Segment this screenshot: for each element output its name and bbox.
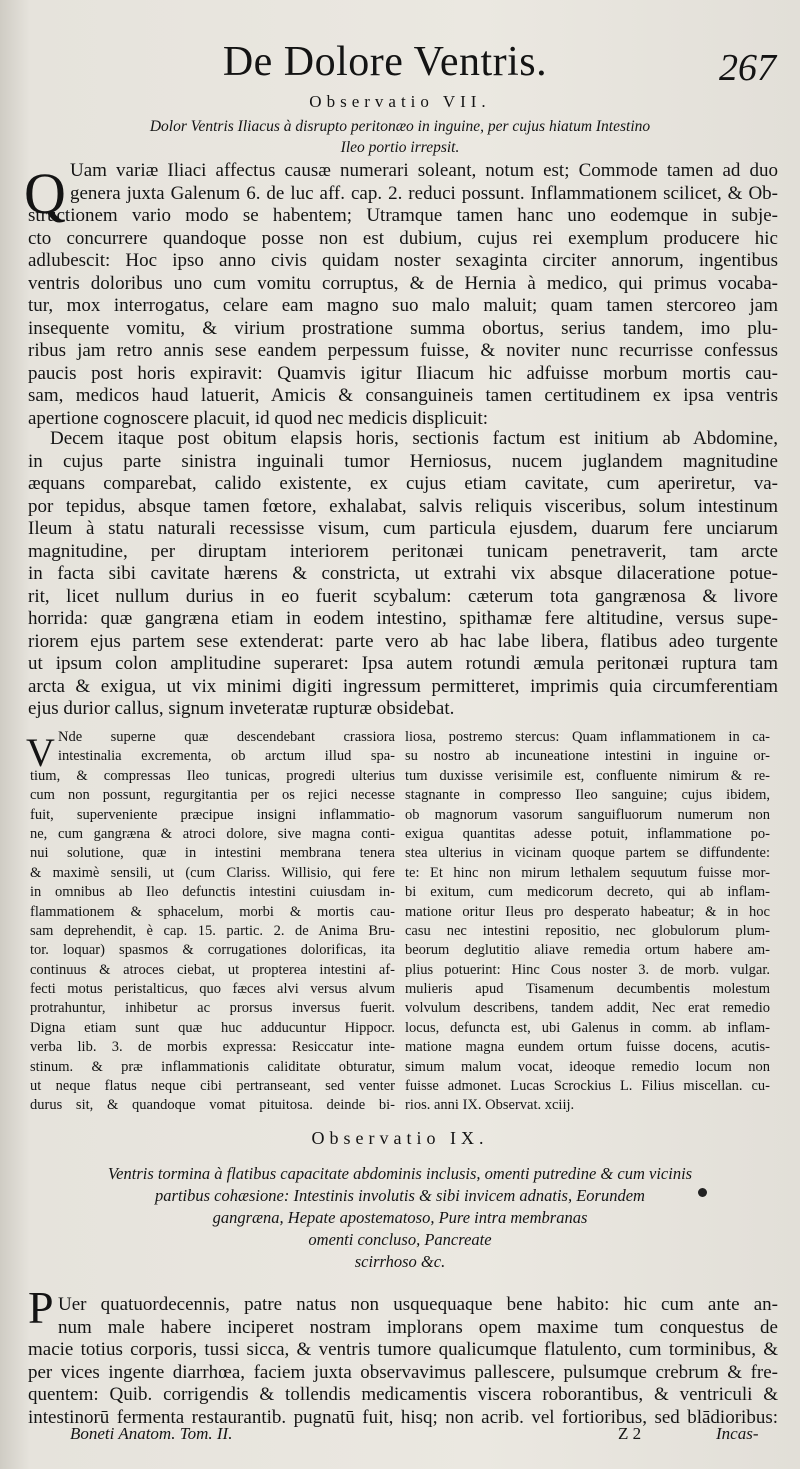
column-line: sam deprehendit, è cap. 15. partic. 2. de Anima Bru- (30, 922, 395, 939)
column-line: continuus & atroces ciebat, ut propterea intestini af- (30, 961, 395, 978)
column-line: durus sit, & quandoque vomat pituitosa. deinde bi- (30, 1097, 395, 1114)
text-line: num male habere inciperet nostram implorans opem maxime tum conquestus de (58, 1316, 778, 1338)
column-line: liosa, postremo stercus: Quam inflammationem in ca- (405, 729, 770, 745)
column-line: stagnante in compresso Ileo sanguine; cujus ibidem, (405, 787, 770, 804)
observation-vii-title (40, 116, 760, 158)
column-line: tium, & compressas Ileo tunicas, progredi ulterius (30, 767, 395, 784)
page-header (0, 38, 800, 88)
page-footer (0, 1424, 800, 1454)
column-line: volvulum describens, tandem addit, Nec erat remedio (405, 1000, 770, 1017)
column-line: in omnibus ab Ileo defunctis intestini cuiusdam in- (30, 884, 395, 901)
page-number: 267 (719, 47, 776, 89)
column-line: te: Et hinc non mirum lethalem sequutum fuisse mor- (405, 864, 770, 881)
column-line: & maximè sensili, ut (cum Clariss. Willisio, qui fere (30, 864, 395, 881)
column-line: intestinalia excrementa, ob arctum illud spa- (58, 748, 395, 765)
column-line: Digna etiam sunt quæ huc adducuntur Hippocr. (30, 1019, 395, 1036)
catchword: Incas- (716, 1424, 759, 1443)
ink-dot (698, 1188, 707, 1197)
column-line: rios. anni IX. Observat. xciij. (405, 1097, 575, 1114)
text-line: ut ipsum colon amplitudine superaret: Ipsa autem rotundi æmula peritonæi ruptura tam (28, 653, 778, 674)
text-line: ribus jam retro annis sese eandem perpessum fuisse, & noviter nunc recurrisse confessus (28, 340, 778, 361)
column-line: matione magna eundem ortum fuisse docens, acutis- (405, 1039, 770, 1056)
text-line: apertione cognoscere placuit, id quod nec medicis displicuit: (28, 407, 489, 429)
title-line: partibus cohæsione: Intestinis involutis & sibi invicem adnatis, Eorundem (155, 1186, 645, 1205)
text-line: quentem: Quib. corrigendis & tollendis medicamentis viscera roborantibus, & ventriculi & (28, 1384, 778, 1405)
obs-vii-paragraph-1 (28, 160, 778, 430)
title-line: omenti concluso, Pancreate (308, 1230, 492, 1249)
text-line: Uer quatuordecennis, patre natus non usquequaque bene habito: hic cum ante an- (58, 1294, 778, 1315)
column-line: mulieris apud Tisamenum decumbentis molestum (405, 981, 770, 998)
column-line: ut neque flatus neque cibi pertranseant, sed venter (30, 1078, 395, 1095)
text-line: structionem vario modo se habentem; Utramque tamen hanc uno eodemque in subje- (28, 205, 778, 226)
signature-mark: Z 2 (618, 1424, 642, 1443)
observation-ix-heading: Observatio IX. (311, 1128, 489, 1148)
title-line: gangræna, Hepate apostematoso, Pure intra membranas (212, 1208, 588, 1227)
text-line: Uam variæ Iliaci affectus causæ numerari soleant, notum est; Commode tamen ad duo (70, 160, 778, 181)
column-line: simum malum vocat, ideoque remedio locum non (405, 1058, 770, 1075)
column-line: protrahuntur, inhibetur ac prorsus inversus fuerit. (30, 1000, 395, 1017)
observation-ix-title (40, 1163, 760, 1273)
title-line: Ventris tormina à flatibus capacitate abdominis inclusis, omenti putredine & cum vicinis (107, 1164, 693, 1183)
text-line: cto concurrere quandoque posse non est dubium, cujus rei exemplum producere hic (28, 227, 778, 249)
text-line: intestinorū fermenta restaurantib. pugnatū fuit, hisq; non acrib. vel fortioribus, sed blādioribus: (28, 1406, 778, 1428)
text-line: riorem ejus partem sese extenderat: parte vero ab hac labe libera, flatibus adeo turgente (28, 630, 778, 652)
column-line: fecti motus peristalticus, quo fæces alvi versus alvum (30, 981, 395, 998)
column-line: su nostro ab incuneatione intestini in inguine or- (405, 748, 770, 765)
column-line: verba lib. 3. de morbis expressa: Resiccatur inte- (30, 1039, 395, 1056)
text-line: Ileum à statu naturali recessisse visum, cum particula ejusdem, duarum fere unciarum (28, 518, 778, 539)
text-line: per vices ingente diarrhœa, faciem juxta observavimus pallescere, pulsumque crebrum & fre- (28, 1361, 778, 1383)
footer-title: Boneti Anatom. Tom. II. (70, 1424, 233, 1443)
text-line: tur, mox interrogatus, celare eam magno suo malo maluit; quam tamen stercoreo jam (28, 295, 778, 316)
text-line: ventris doloribus uno cum vomitu corruptus, & de Hernia à medico, qui primus vocaba- (28, 272, 778, 294)
text-line: æquans comparebat, calido existente, ex cujus etiam cavitate, cum aperiretur, va- (28, 473, 778, 494)
column-line: tor. loquar) spasmos & corrugationes dolorificas, ita (30, 942, 395, 959)
column-line: cum non possunt, regurgitantia per os rejici necesse (30, 787, 395, 804)
column-line: bi exitum, cum medicorum decreto, qui ab inflam- (405, 884, 770, 901)
text-line: macie totius corporis, tussi sicca, & ventris tumore qualicumque flatulento, cum torminibus, & (28, 1339, 778, 1360)
column-line: Nde superne quæ descendebant crassiora (58, 729, 395, 745)
text-line: in facta sibi cavitate hærens & constricta, ut extrahi vix absque dilaceratione potue- (28, 563, 778, 584)
column-line: exigua quantitas adesse potuit, inflammatione po- (405, 825, 770, 842)
title-line: Ileo portio irrepsit. (340, 139, 460, 156)
column-line: fuit, superveniente præcipue insigni inflammatio- (30, 806, 395, 823)
text-line: arcta & exigua, ut vix minimi digiti ingressum permitteret, imprimis quia circumferentiam (28, 675, 778, 697)
text-line: sam, medicos haud latuerit, Amicis & consanguineis tamen certitudinem ex ipsa ventris (28, 385, 778, 406)
right-column (405, 728, 770, 1116)
dropcap-q: Q (24, 161, 66, 226)
running-title: De Dolore Ventris. (222, 39, 548, 85)
text-line: adlubescit: Hoc ipso anno civis quidam noster sexaginta circiter annorum, ingentibus (28, 250, 778, 271)
column-line: matione oritur Ileus pro desperato habeatur; & in hoc (405, 903, 770, 920)
column-line: locus, defuncta est, ubi Galenus in comm. ab inflam- (405, 1019, 770, 1036)
left-column (30, 728, 395, 1116)
column-line: flammationem & sphacelum, morbi & mortis cau- (30, 903, 395, 920)
column-line: nui solutione, quæ in intestini membrana tenera (30, 845, 395, 862)
text-line: paucis post horis expiravit: Quamvis igitur Iliacum hic adfuisse morbum mortis cau- (28, 362, 778, 384)
column-line: casu nec intestini repositio, nec globulorum plum- (405, 922, 770, 939)
column-line: beorum deglutitio aliave remedia ortum habere am- (405, 942, 770, 959)
text-line: in cujus parte sinistra inguinali tumor Herniosus, nucem juglandem magnitudine (28, 450, 778, 472)
obs-ix-paragraph (28, 1294, 778, 1429)
column-line: stea ulterius in vicinam quoque partem se diffundente: (405, 845, 770, 862)
column-line: fuisse admonet. Lucas Scrockius L. Filius miscellan. cu- (405, 1078, 770, 1095)
obs-vii-paragraph-2 (28, 428, 778, 721)
text-line: genera juxta Galenum 6. de luc aff. cap. 2. reduci possunt. Inflammationem scilicet, & Ob- (70, 182, 778, 204)
column-line: stinum. & præ inflammationis caliditate obturatur, (30, 1058, 395, 1075)
title-line: scirrhoso &c. (354, 1252, 446, 1271)
text-line: horrida: quæ gangræna etiam in eodem intestino, spithamæ fere altitudine, versus supe- (28, 608, 778, 629)
text-line: rit, licet nullum durius in eo fuerit scybalum: cæterum tota gangrænosa & livore (28, 585, 778, 607)
dropcap-v: V (26, 730, 55, 775)
dropcap-p: P (28, 1282, 54, 1333)
text-line: magnitudine, per diruptam interiorem peritonæi tunicam penetraverit, tam arcte (28, 540, 778, 562)
text-line: por tepidus, absque tamen fœtore, exhalabat, salvis reliquis visceribus, solum intestinum (28, 495, 778, 517)
column-line: plius potuerint: Hinc Cous noster 3. de morb. vulgar. (405, 961, 770, 978)
column-line: ne, cum gangræna & atroci dolore, sive magna conti- (30, 825, 395, 842)
observation-vii-heading: Observatio VII. (309, 92, 491, 111)
column-line: ob magnorum vasorum sanguifluorum numerum non (405, 806, 770, 823)
column-line: tum duxisse verisimile est, confluente nimirum & re- (405, 767, 770, 784)
text-line: ejus durior callus, signum inveteratæ rupturæ obsidebat. (28, 698, 455, 719)
title-line: Dolor Ventris Iliacus à disrupto peritonæo in inguine, per cujus hiatum Intestino (149, 118, 651, 135)
text-line: insequente vomitu, & virium prostratione summa obortus, serius tandem, imo plu- (28, 317, 778, 339)
text-line: Decem itaque post obitum elapsis horis, sectionis factum est initium ab Abdomine, (50, 428, 778, 449)
